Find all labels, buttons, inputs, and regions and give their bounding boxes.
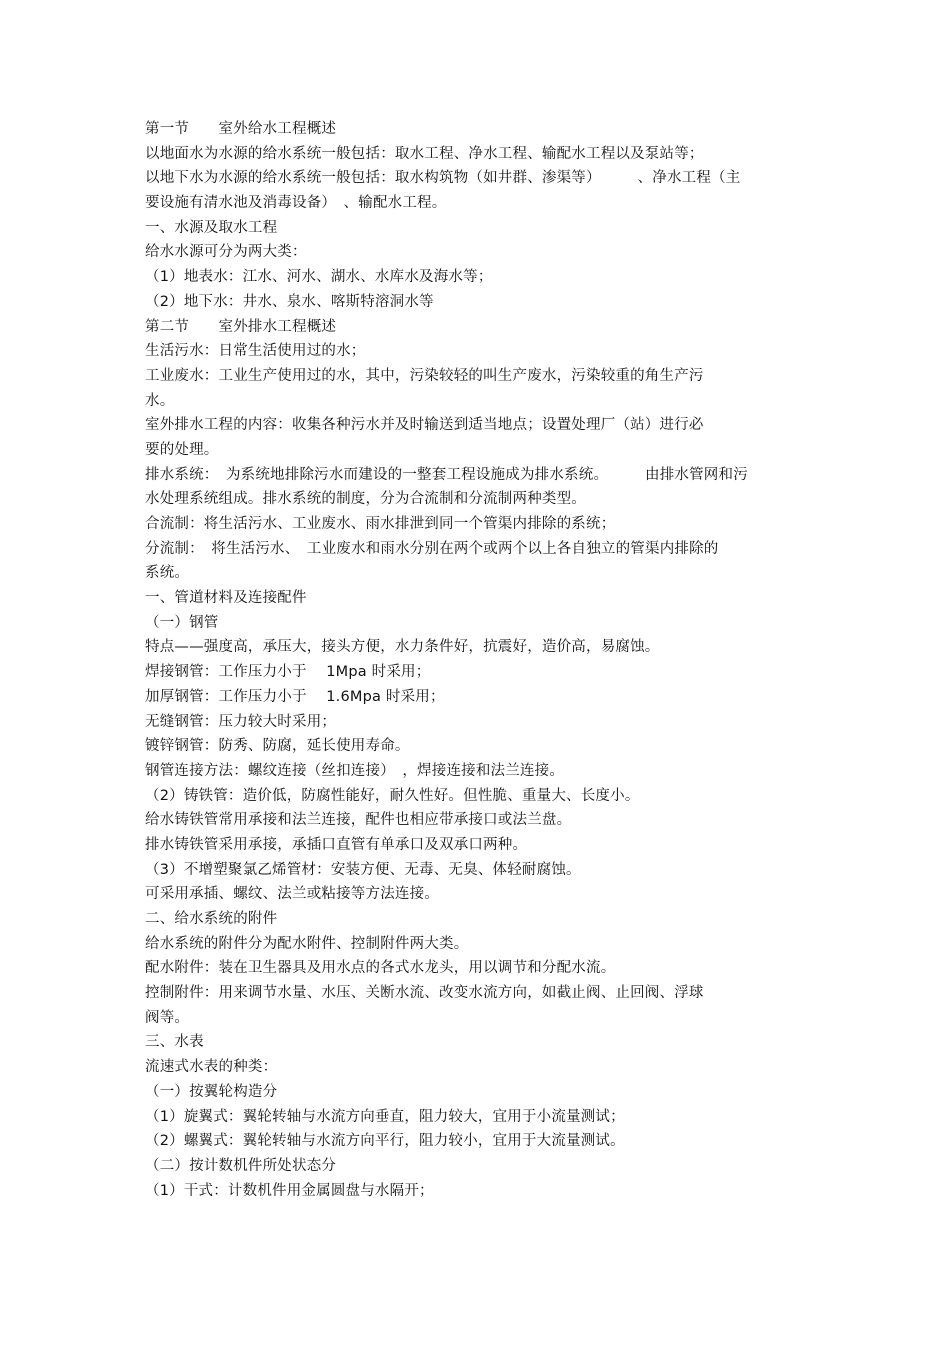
text-line: 第二节 室外排水工程概述 (145, 318, 337, 335)
text-line: 控制附件：用来调节水量、水压、关断水流、改变水流方向，如截止阀、止回阀、浮球 (145, 985, 704, 1002)
text-line: 给水水源可分为两大类： (145, 244, 307, 261)
text-line: 第一节 室外给水工程概述 (145, 121, 337, 137)
text-line: 一、水源及取水工程 (145, 219, 278, 236)
text-line: 阀等。 (145, 1009, 190, 1026)
text-line: 生活污水：日常生活使用过的水； (145, 343, 366, 360)
text-line: （3）不增塑聚氯乙烯管材：安装方便、无毒、无臭、体轻耐腐蚀。 (145, 861, 581, 878)
text-line: 二、给水系统的附件 (145, 911, 278, 927)
text-line: 排水系统： 为系统地排除污水而建设的一整套工程设施成为排水系统。 由排水管网和污 (145, 466, 748, 483)
text-line: 给水铸铁管常用承接和法兰连接，配件也相应带承接口或法兰盘。 (145, 812, 572, 829)
document-text-body (145, 117, 815, 1203)
text-line: 合流制：将生活污水、工业废水、雨水排泄到同一个管渠内排除的系统； (145, 516, 616, 532)
text-line: 要的处理。 (145, 441, 219, 458)
text-line: 给水系统的附件分为配水附件、控制附件两大类。 (145, 935, 469, 952)
text-line: 加厚钢管：工作压力小于 1.6Mpa 时采用； (145, 688, 445, 705)
text-line: 室外排水工程的内容：收集各种污水并及时输送到适当地点；设置处理厂（站）进行必 (145, 417, 704, 434)
text-line: 以地下水为水源的给水系统一般包括：取水构筑物（如井群、渗渠等） 、净水工程（主 (145, 170, 741, 187)
text-line: （1）干式：计数机件用金属圆盘与水隔开； (145, 1182, 434, 1199)
text-line: 三、水表 (145, 1034, 204, 1051)
text-line: 以地面水为水源的给水系统一般包括：取水工程、净水工程、输配水工程以及泵站等； (145, 145, 704, 162)
text-line: （1）地表水：江水、河水、湖水、水库水及海水等； (145, 269, 493, 286)
text-line: 可采用承插、螺纹、法兰或粘接等方法连接。 (145, 886, 439, 903)
text-line: 分流制： 将生活污水、 工业废水和雨水分别在两个或两个以上各自独立的管渠内排除的 (145, 540, 719, 557)
text-line: 水处理系统组成。排水系统的制度，分为合流制和分流制两种类型。 (145, 491, 586, 508)
text-line: 特点——强度高，承压大，接头方便，水力条件好，抗震好，造价高，易腐蚀。 (145, 639, 660, 656)
text-line: （2）螺翼式：翼轮转轴与水流方向平行，阻力较小，宜用于大流量测试。 (145, 1133, 625, 1150)
text-line: 一、管道材料及连接配件 (145, 590, 307, 607)
text-line: 焊接钢管：工作压力小于 1Mpa 时采用； (145, 664, 431, 681)
text-line: 流速式水表的种类： (145, 1059, 278, 1076)
text-line: 配水附件：装在卫生器具及用水点的各式水龙头，用以调节和分配水流。 (145, 960, 616, 977)
text-line: 镀锌钢管：防秀、防腐，延长使用寿命。 (145, 738, 410, 755)
text-line: 系统。 (145, 565, 190, 582)
text-line: （2）铸铁管：造价低，防腐性能好，耐久性好。但性脆、重量大、长度小。 (145, 787, 640, 804)
text-line: 水。 (145, 392, 175, 409)
text-line: 工业废水：工业生产使用过的水，其中，污染较轻的叫生产废水，污染较重的角生产污 (145, 367, 704, 384)
text-line: 钢管连接方法：螺纹连接（丝扣连接） ，焊接连接和法兰连接。 (145, 762, 565, 779)
text-line: （2）地下水：井水、泉水、喀斯特溶洞水等 (145, 293, 434, 310)
text-line: （一）按翼轮构造分 (145, 1083, 278, 1100)
text-line: 排水铸铁管采用承接，承插口直管有单承口及双承口两种。 (145, 836, 528, 853)
text-line: （二）按计数机件所处状态分 (145, 1157, 337, 1174)
text-line: （1）旋翼式：翼轮转轴与水流方向垂直，阻力较大，宜用于小流量测试； (145, 1108, 625, 1125)
text-line: 要设施有清水池及消毒设备） 、输配水工程。 (145, 195, 447, 212)
text-line: （一）钢管 (145, 614, 219, 631)
text-line: 无缝钢管：压力较大时采用； (145, 713, 337, 730)
